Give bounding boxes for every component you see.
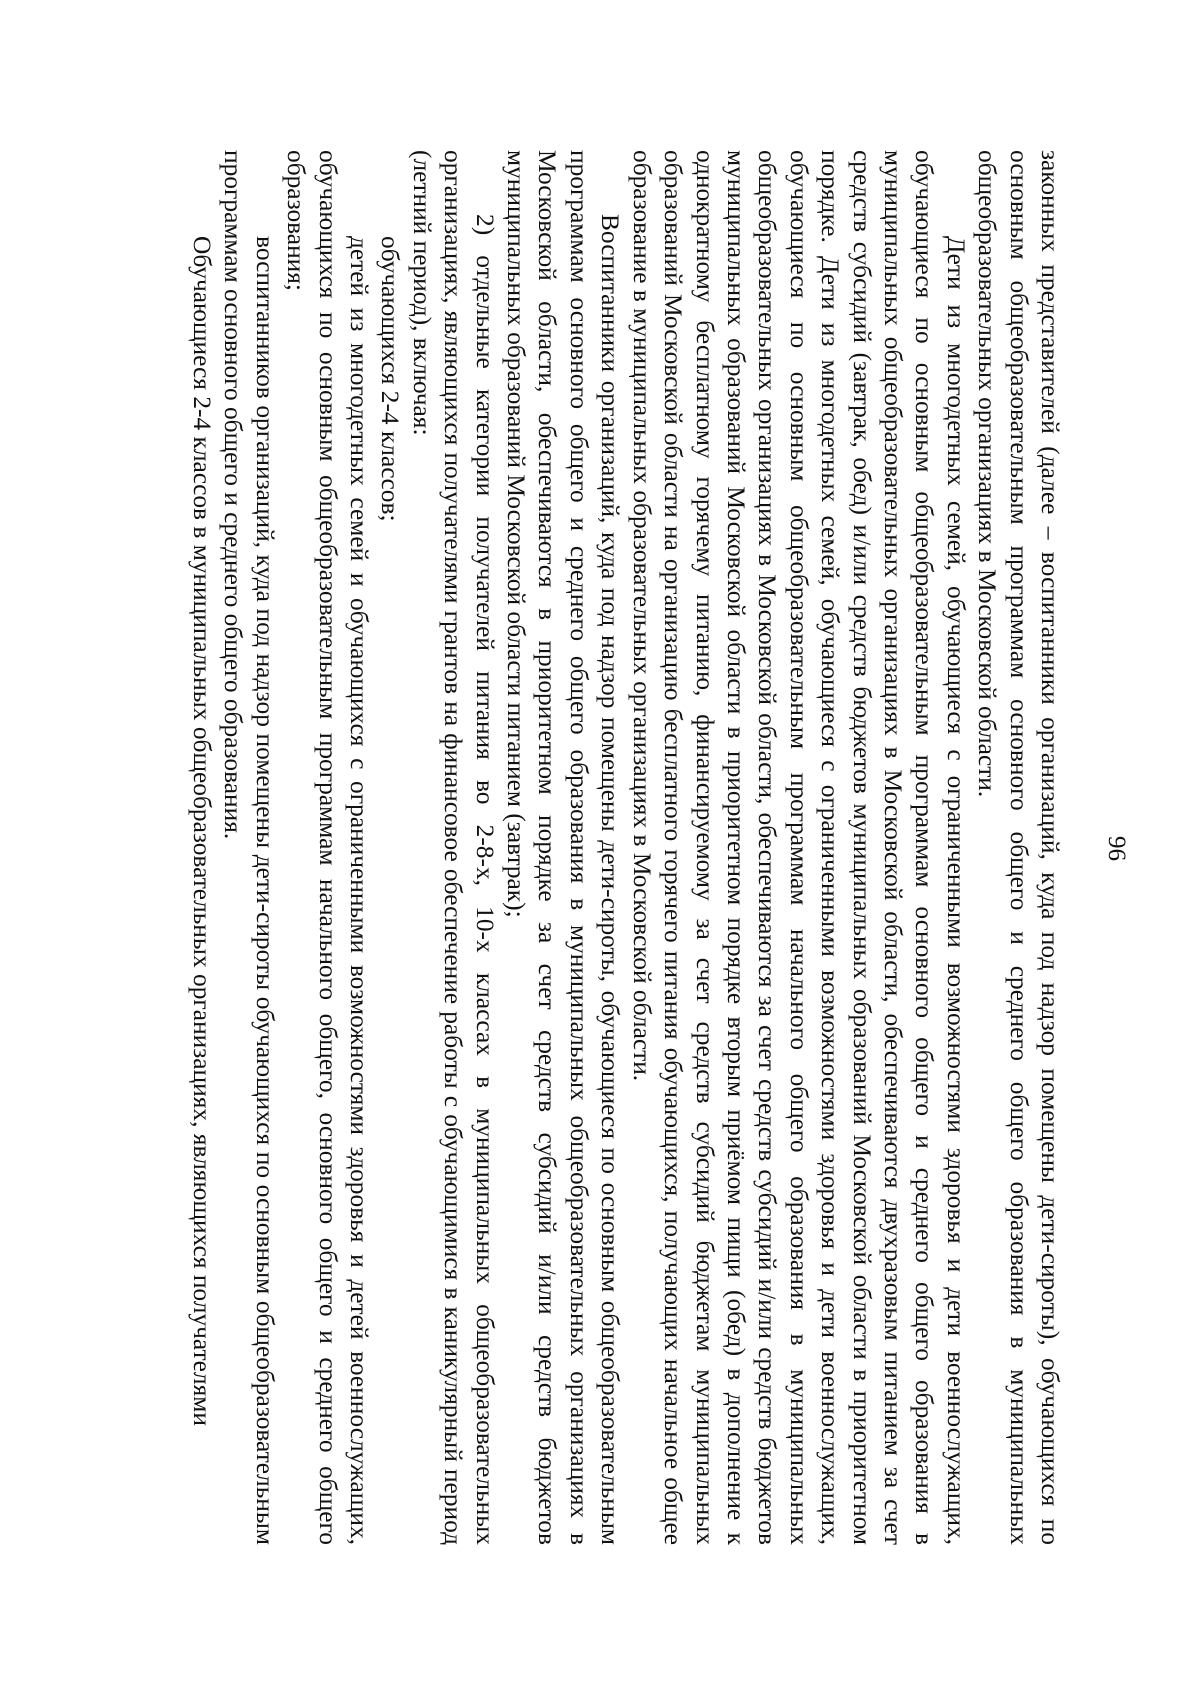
paragraph-continuation: законных представителей (далее – воспитанники организаций, куда под надзор помещены дети-сироты), обучающихся по основным общеобразовательным программам основного общего и среднего общего образования в муниципальных общеобразовательных организациях в Московской области. [973,150,1064,1545]
paragraph-item-2-summer-period: 2) отдельные категории получателей питания во 2-8-х, 10-х классах в муниципальных общеобразовательных организациях, являющихся получателями грантов на финансовое обеспечение работы с обучающимися в каникулярный период (летний период), включая: [407,150,499,1545]
paragraph-grades-2-4-recipients: Обучающиеся 2-4 классов в муниципальных общеобразовательных организациях, являющихся получателями [188,236,217,1426]
list-item-foster-pupils: воспитанников организаций, куда под надзор помещены дети-сироты обучающихся по основным общеобразовательным программам основного общего и среднего общего образования. [219,150,279,1545]
list-item-large-families: детей из многодетных семей и обучающихся с ограниченными возможностями здоровья и детей военнослужащих, обучающихся по основным общеобразовательным программам начального общего, основного общего и среднего общего образования; [282,150,374,1545]
page-number: 96 [1103,836,1130,861]
list-item-grades-2-4: обучающихся 2-4 классов; [376,236,405,522]
body-text [186,150,1065,1545]
paragraph-large-families-meals: Дети из многодетных семей, обучающиеся с ограниченными возможностями здоровья и дети военнослужащих, обучающиеся по основным общеобразовательным программам основного общего и среднего общего образования в муниципальных общеобразовательных организациях в Московской области, обеспечиваются двухразовым питанием за счет средств субсидий (завтрак, обед) и/или средств бюджетов муниципальных образований Московской области в приоритетном порядке. Дети из многодетных семей, обучающиеся с ограниченными возможностями здоровья и дети военнослужащих, обучающиеся по основным общеобразовательным программам начального общего образования в муниципальных общеобразовательных организациях в Московской области, обеспечиваются за счет средств субсидий и/или средств бюджетов муниципальных образований Московской области в приоритетном порядке вторым приёмом пищи (обед) в дополнение к однократному бесплатному горячему питанию, финансируемому за счет средств субсидий бюджетам муниципальных образований Московской области на организацию бесплатного горячего питания обучающихся, получающих начальное общее образование в муниципальных образовательных организациях в Московской области. [627,150,970,1545]
paragraph-foster-pupils-breakfast: Воспитанники организаций, куда под надзор помещены дети-сироты, обучающиеся по основным общеобразовательным программам основного общего и среднего общего образования в муниципальных общеобразовательных организациях в Московской области, обеспечиваются в приоритетном порядке за счет средств субсидий и/или средств бюджетов муниципальных образований Московской области питанием (завтрак); [502,150,625,1545]
